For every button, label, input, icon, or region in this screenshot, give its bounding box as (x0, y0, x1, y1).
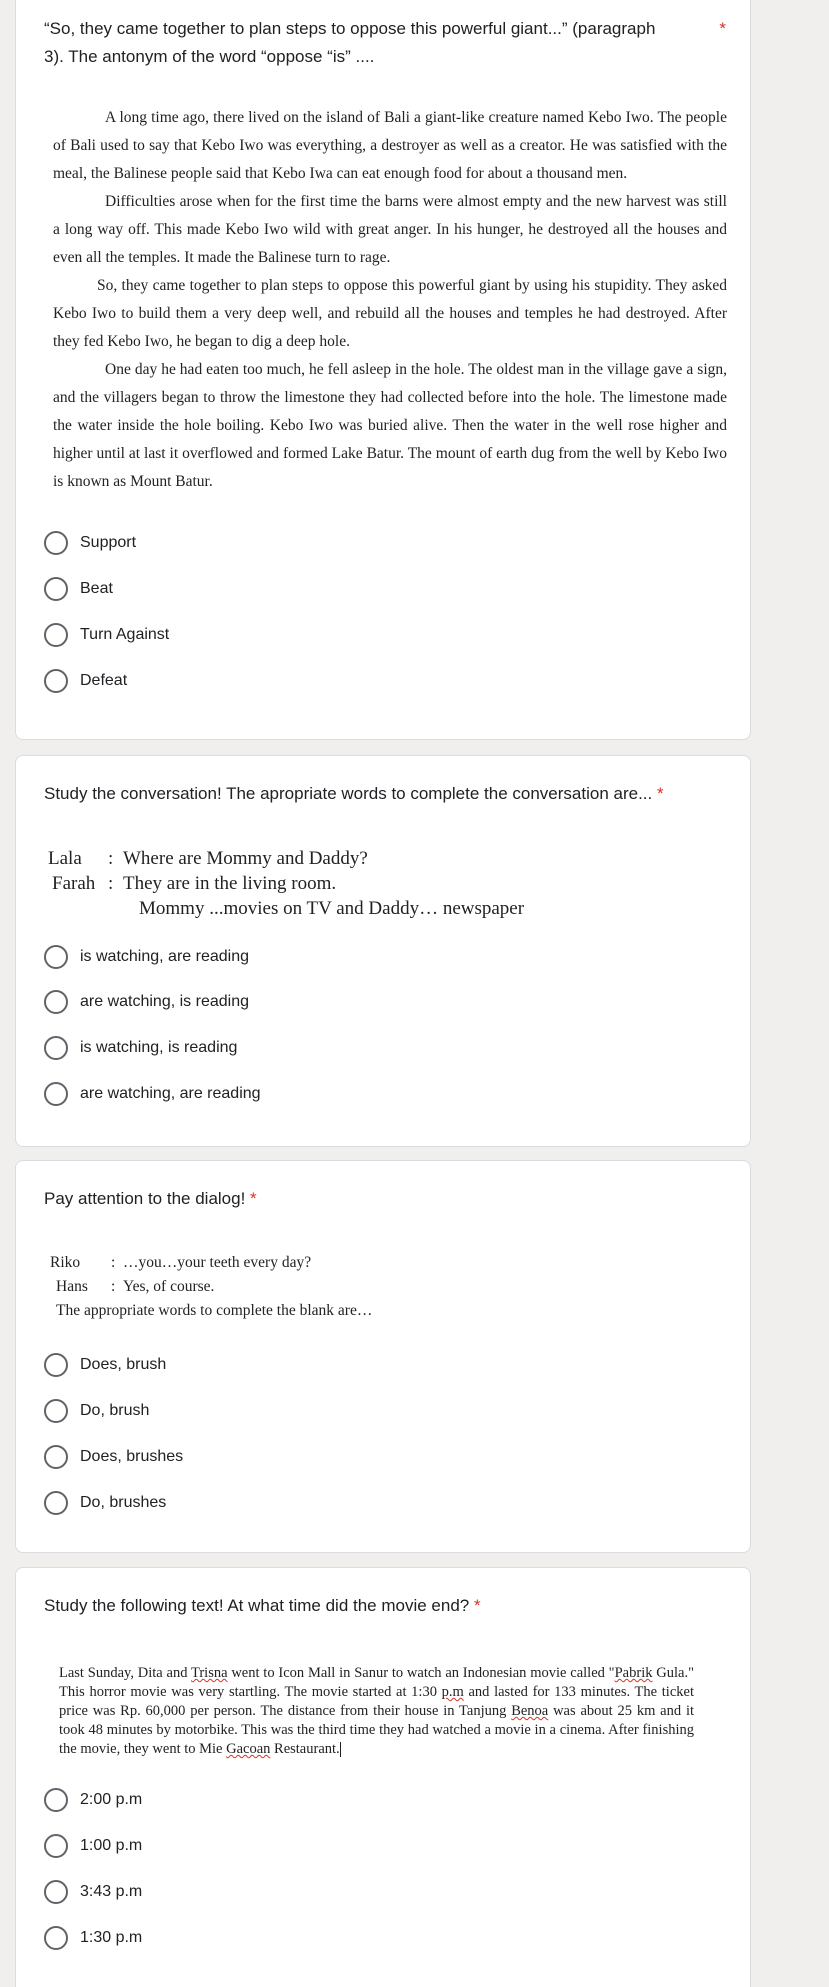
story-paragraph-1: A long time ago, there lived on the island of Bali a giant-like creature named Kebo Iwo. The people of Bali used to say that Kebo Iwo was everything, a destroyer as well as a creator. He was satisfied with the meal, the Balinese people said that Kebo Iwa can eat enough food for about a thousand men. (53, 109, 727, 182)
option-label: Turn Against (80, 626, 170, 643)
dialog-text: Where are Mommy and Daddy? (123, 848, 368, 869)
story-image (53, 104, 727, 496)
dialog-speaker: Riko (50, 1254, 81, 1271)
radio-circle-icon[interactable] (44, 1353, 68, 1377)
radio-circle-icon[interactable] (44, 990, 68, 1014)
question-title-text: Study the conversation! The apropriate words to complete the conversation are... (44, 784, 653, 803)
radio-circle-icon[interactable] (44, 1834, 68, 1858)
option-label: 1:30 p.m (80, 1929, 143, 1946)
story-paragraph-3: So, they came together to plan steps to oppose this powerful giant by using his stupidity. They asked Kebo Iwo to build them a very deep well, and rebuild all the houses and temples he had destroyed. After they fed Kebo Iwo, he began to dig a deep hole. (53, 277, 727, 350)
option-label: Do, brush (80, 1402, 150, 1419)
passage-name: Benoa (511, 1703, 549, 1719)
dialog-separator: : (111, 1278, 116, 1295)
option-does-brush[interactable] (44, 1351, 166, 1379)
option-do-brushes[interactable] (44, 1489, 166, 1517)
radio-circle-icon[interactable] (44, 577, 68, 601)
required-asterisk: * (473, 1596, 481, 1615)
passage-text: Restaurant. (270, 1741, 340, 1757)
passage-text: went to Icon Mall in Sanur to watch an Indonesian movie called " (227, 1665, 615, 1681)
radio-circle-icon[interactable] (44, 531, 68, 555)
dialog-separator: : (111, 1254, 116, 1271)
radio-circle-icon[interactable] (44, 1788, 68, 1812)
passage-text: was about 25 km and it took 48 minutes by motorbike. This was the third time they had watched a movie in a cinema. After finishing the movie, they went to Mie (59, 1703, 694, 1757)
option-label: 2:00 p.m (80, 1791, 143, 1808)
radio-circle-icon[interactable] (44, 1399, 68, 1423)
radio-circle-icon[interactable] (44, 669, 68, 693)
radio-circle-icon[interactable] (44, 1082, 68, 1106)
option-support[interactable] (44, 529, 136, 557)
dialog-image (48, 848, 648, 928)
option-label: Support (80, 534, 137, 551)
option-label: Does, brush (80, 1356, 167, 1373)
option-are-watching-are-reading[interactable] (44, 1080, 261, 1108)
passage-name: Gacoan (226, 1741, 271, 1757)
option-2-00-pm[interactable] (44, 1786, 142, 1814)
dialog-separator: : (108, 848, 114, 869)
option-label: Beat (80, 580, 113, 597)
option-defeat[interactable] (44, 667, 127, 695)
option-is-watching-are-reading[interactable] (44, 943, 249, 971)
dialog-text: …you…your teeth every day? (123, 1254, 312, 1271)
question-title-text: Pay attention to the dialog! (44, 1189, 246, 1208)
option-is-watching-is-reading[interactable] (44, 1034, 237, 1062)
text-cursor (340, 1742, 341, 1757)
radio-circle-icon[interactable] (44, 1880, 68, 1904)
radio-circle-icon[interactable] (44, 1491, 68, 1515)
option-label: Defeat (80, 672, 128, 689)
required-asterisk: * (250, 1189, 257, 1208)
reading-passage-image (59, 1664, 694, 1759)
dialog-speaker: Lala (48, 848, 82, 869)
question-title (44, 1592, 722, 1620)
question-title (44, 1185, 722, 1213)
radio-circle-icon[interactable] (44, 1445, 68, 1469)
option-label: 3:43 p.m (80, 1883, 143, 1900)
option-label: Do, brushes (80, 1494, 167, 1511)
option-1-30-pm[interactable] (44, 1924, 142, 1952)
option-label: is watching, are reading (80, 948, 249, 965)
radio-circle-icon[interactable] (44, 1926, 68, 1950)
passage-name: p.m (441, 1684, 464, 1700)
dialog-text: They are in the living room. (123, 873, 337, 894)
passage-name: Trisna (190, 1665, 228, 1681)
passage-text: Last Sunday, Dita and (59, 1665, 191, 1681)
dialog-image (50, 1254, 550, 1324)
question-card-2 (15, 755, 751, 1147)
dialog-separator: : (108, 873, 114, 894)
question-card-1 (15, 0, 751, 740)
question-card-3 (15, 1160, 751, 1553)
radio-circle-icon[interactable] (44, 623, 68, 647)
passage-text: and lasted for 133 minutes. The ticket price was Rp. 60,000 per person. The distance from their house in Tanjung (59, 1684, 694, 1719)
question-title-text: Study the following text! At what time did the movie end? (44, 1596, 470, 1615)
passage-text: Gula." This horror movie was very startling. The movie started at 1:30 (59, 1665, 694, 1700)
option-beat[interactable] (44, 575, 113, 603)
dialog-instruction: The appropriate words to complete the blank are… (56, 1302, 373, 1319)
dialog-text: Mommy ...movies on TV and Daddy… newspaper (139, 898, 525, 919)
question-title-line-2: 3). The antonym of the word “oppose “is” .... (44, 47, 375, 66)
question-title (44, 780, 722, 808)
radio-circle-icon[interactable] (44, 945, 68, 969)
question-title-line-1: “So, they came together to plan steps to oppose this powerful giant...” (paragraph (44, 19, 656, 38)
option-label: is watching, is reading (80, 1039, 238, 1056)
option-3-43-pm[interactable] (44, 1878, 142, 1906)
dialog-speaker: Hans (56, 1278, 88, 1295)
story-paragraph-2: Difficulties arose when for the first time the barns were almost empty and the new harvest was still a long way off. This made Kebo Iwo wild with great anger. In his hunger, he destroyed all the houses and even all the temples. It made the Balinese turn to rage. (53, 193, 727, 266)
option-do-brush[interactable] (44, 1397, 149, 1425)
option-turn-against[interactable] (44, 621, 169, 649)
question-card-4 (15, 1567, 751, 1987)
option-does-brushes[interactable] (44, 1443, 183, 1471)
option-label: are watching, is reading (80, 993, 249, 1010)
question-title (44, 15, 726, 71)
required-asterisk: * (719, 19, 726, 38)
option-label: Does, brushes (80, 1448, 184, 1465)
passage-name: Pabrik (614, 1665, 653, 1681)
required-asterisk: * (656, 784, 664, 803)
dialog-speaker: Farah (52, 873, 96, 894)
option-label: 1:00 p.m (80, 1837, 143, 1854)
radio-circle-icon[interactable] (44, 1036, 68, 1060)
story-paragraph-4: One day he had eaten too much, he fell asleep in the hole. The oldest man in the village gave a sign, and the villagers began to throw the limestone they had collected before into the hole. The limestone made the water inside the hole boiling. Kebo Iwo was buried alive. Then the water in the well rose higher and higher until at last it overflowed and formed Lake Batur. The mount of earth dug from the well by Kebo Iwo is known as Mount Batur. (53, 361, 727, 490)
option-1-00-pm[interactable] (44, 1832, 142, 1860)
option-label: are watching, are reading (80, 1085, 261, 1102)
option-are-watching-is-reading[interactable] (44, 988, 249, 1016)
dialog-text: Yes, of course. (123, 1278, 215, 1295)
